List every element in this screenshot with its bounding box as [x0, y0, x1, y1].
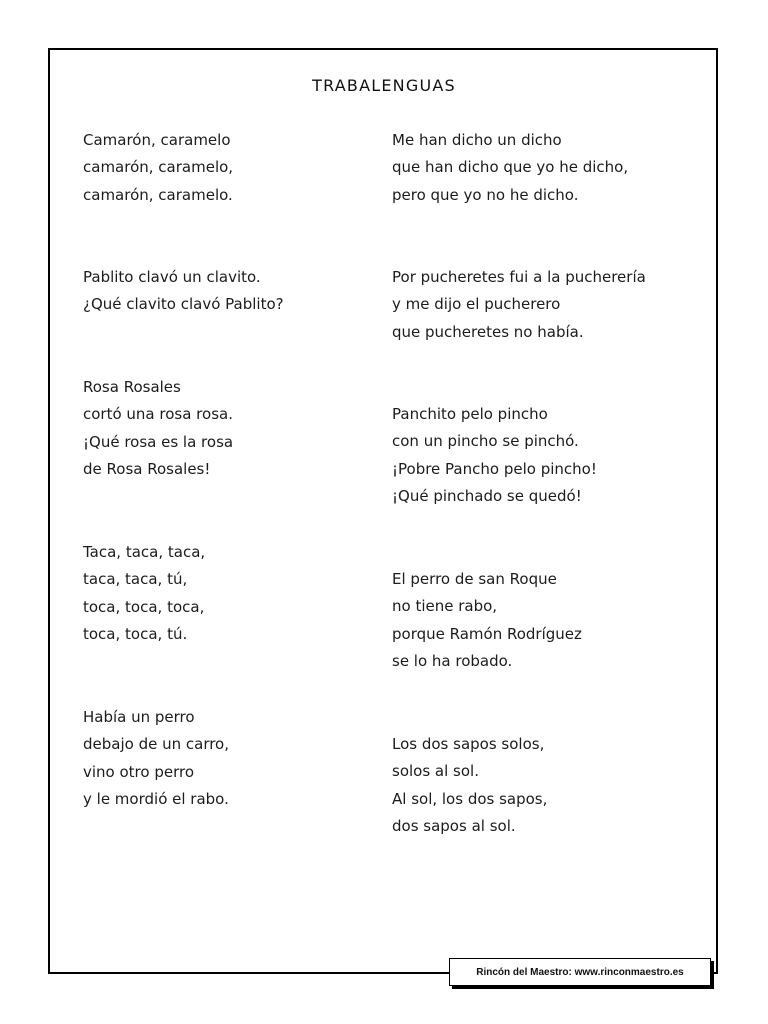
poem-taca-toca [83, 539, 205, 649]
poem-line: Había un perro [83, 708, 195, 726]
poem-line: toca, toca, toca, [83, 597, 205, 616]
poem-line: Por pucheretes fui a la pucherería [392, 268, 646, 286]
poem-line: ¡Pobre Pancho pelo pincho! [392, 459, 597, 478]
footer-credit-badge: Rincón del Maestro: www.rinconmaestro.es [449, 958, 711, 986]
poem-line: dos sapos al sol. [392, 817, 516, 836]
poem-line: camarón, caramelo, [83, 158, 234, 177]
poem-line: ¡Qué rosa es la rosa [83, 432, 234, 451]
poem-camaron [83, 127, 233, 209]
poem-line: y le mordió el rabo. [83, 790, 229, 809]
poem-line: vino otro perro [83, 762, 195, 781]
page-title: TRABALENGUAS [312, 76, 456, 95]
poem-perro-carro [83, 704, 229, 814]
poem-line: ¿Qué clavito clavó Pablito? [83, 295, 284, 314]
poem-line: Al sol, los dos sapos, [392, 789, 548, 808]
poem-line: con un pincho se pinchó. [392, 432, 579, 451]
poem-line: se lo ha robado. [392, 652, 513, 671]
poem-line: taca, taca, tú, [83, 570, 188, 589]
poem-pucheretes [392, 264, 646, 346]
poem-line: Los dos sapos solos, [392, 735, 545, 753]
poem-line: Rosa Rosales [83, 378, 181, 396]
poem-line: toca, toca, tú. [83, 625, 188, 644]
poem-line: Me han dicho un dicho [392, 131, 562, 149]
poem-line: Pablito clavó un clavito. [83, 268, 261, 286]
poem-line: Taca, taca, taca, [83, 543, 206, 561]
poem-line: ¡Qué pinchado se quedó! [392, 487, 582, 506]
poem-line: porque Ramón Rodríguez [392, 624, 582, 643]
poem-line: El perro de san Roque [392, 570, 557, 588]
poem-line: debajo de un carro, [83, 735, 230, 754]
poem-line: que pucheretes no había. [392, 322, 584, 341]
poem-line: pero que yo no he dicho. [392, 185, 579, 204]
poem-line: Camarón, caramelo [83, 131, 231, 149]
poem-dicho [392, 127, 628, 209]
poem-pablito [83, 264, 284, 319]
poem-line: y me dijo el pucherero [392, 295, 561, 314]
poem-panchito [392, 401, 597, 511]
poem-san-roque [392, 566, 582, 676]
poem-line: que han dicho que yo he dicho, [392, 158, 629, 177]
poem-line: Panchito pelo pincho [392, 405, 548, 423]
poem-sapos [392, 731, 547, 841]
poem-line: solos al sol. [392, 762, 479, 781]
poem-line: camarón, caramelo. [83, 185, 233, 204]
poem-rosa-rosales [83, 374, 233, 484]
poem-line: no tiene rabo, [392, 597, 498, 616]
poem-line: de Rosa Rosales! [83, 460, 211, 479]
poem-line: cortó una rosa rosa. [83, 405, 233, 424]
